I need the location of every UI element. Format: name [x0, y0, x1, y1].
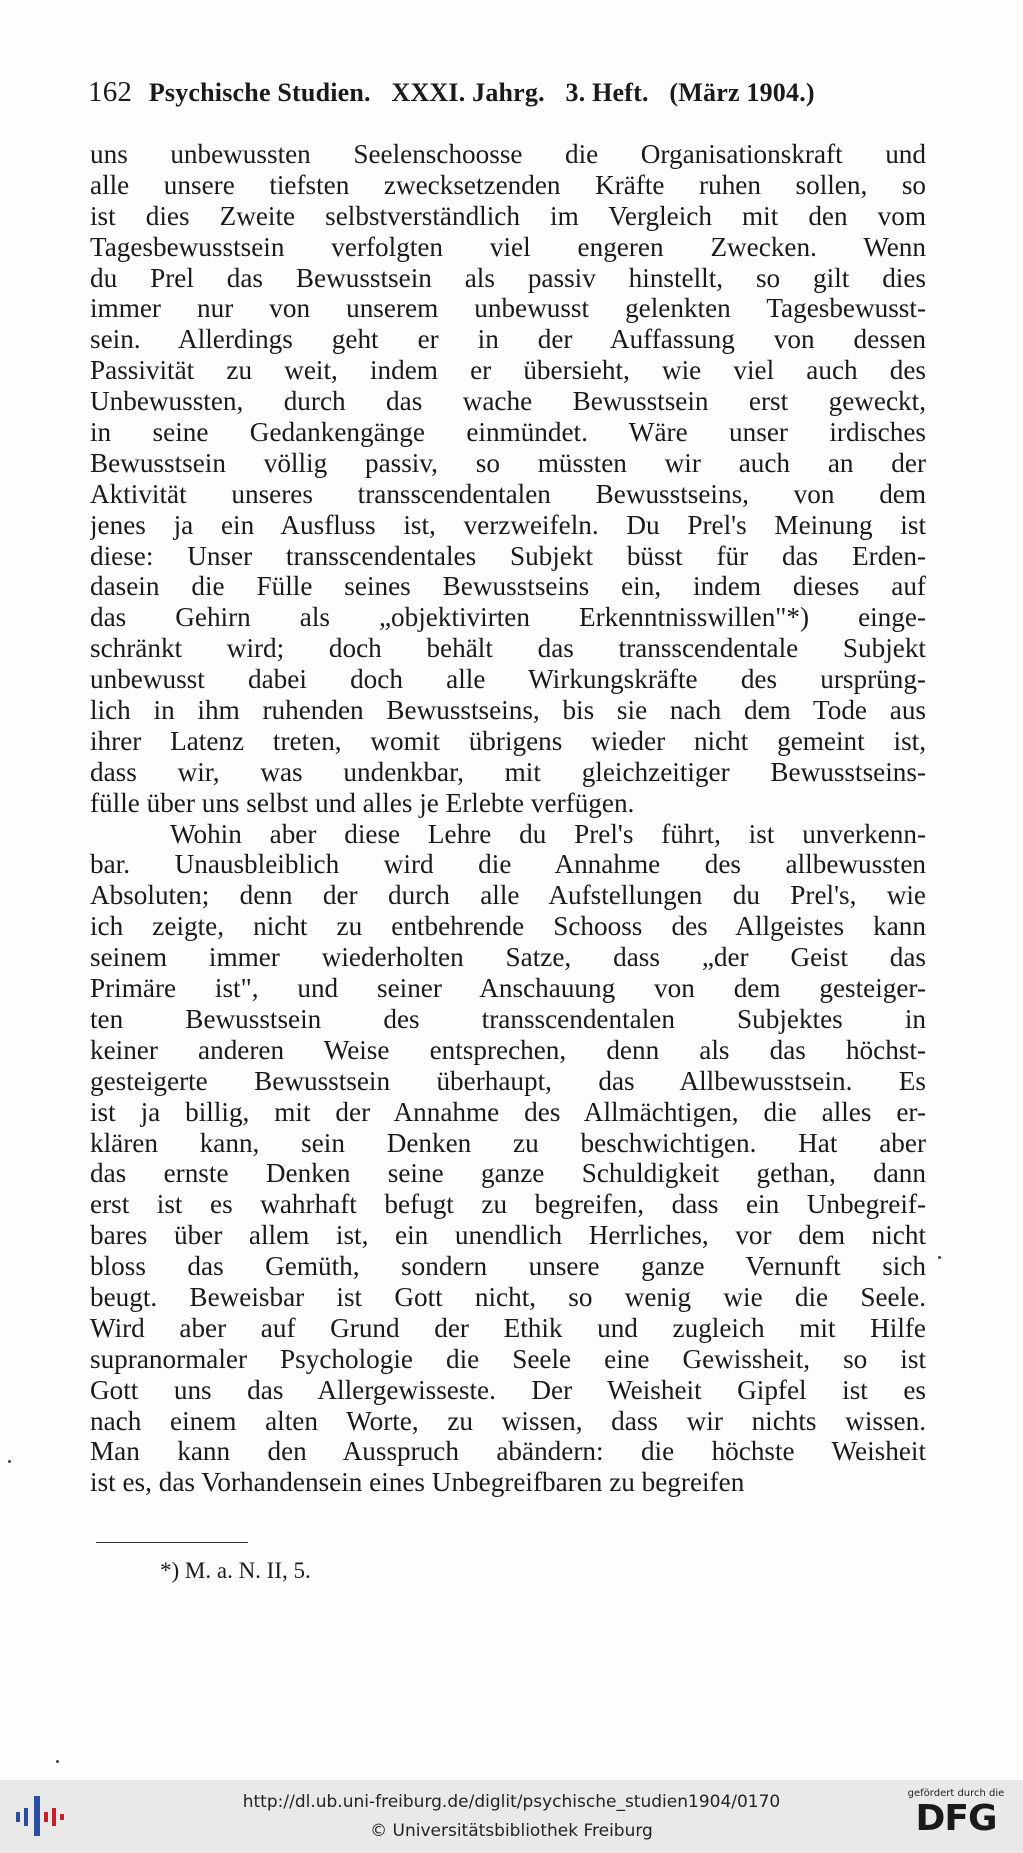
text-line: ten Bewusstsein des transscendentalen Subjektes in [90, 1003, 926, 1034]
text-line: ist es, das Vorhandensein eines Unbegreifbaren zu begreifen [90, 1467, 745, 1498]
text-line: beugt. Beweisbar ist Gott nicht, so wenig wie die Seele. [90, 1281, 926, 1312]
source-url-link[interactable]: http://dl.ub.uni-freiburg.de/diglit/psychische_studien1904/0170 [242, 1792, 781, 1812]
text-line: immer nur von unserem unbewusst gelenkten Tagesbewusst- [90, 293, 926, 324]
text-line: keiner anderen Weise entsprechen, denn als das höchst- [90, 1034, 926, 1065]
text-line: ist dies Zweite selbstverständlich im Vergleich mit den vom [90, 200, 926, 231]
text-line: schränkt wird; doch behält das transscendentale Subjekt [90, 633, 926, 664]
dfg-funding-text: gefördert durch die [907, 1788, 1005, 1799]
footnote: *) M. a. N. II, 5. [160, 1558, 311, 1583]
viewer-footer [0, 1780, 1023, 1853]
text-line: Unbewussten, durch das wache Bewusstsein erst geweckt, [90, 386, 926, 417]
journal-title: Psychische Studien. [148, 78, 371, 107]
text-line: nach einem alten Worte, zu wissen, dass wir nichts wissen. [90, 1405, 926, 1436]
text-line: Passivität zu weit, indem er übersieht, wie viel auch des [90, 355, 926, 386]
text-line: seinem immer wiederholten Satze, dass „der Geist das [90, 942, 926, 973]
speck-mark [8, 1460, 11, 1463]
dfg-wordmark: DFG [915, 1798, 997, 1839]
text-line: du Prel das Bewusstsein als passiv hinstellt, so gilt dies [90, 262, 926, 293]
text-line: das Gehirn als „objektivirten Erkenntnisswillen"*) einge- [90, 602, 926, 633]
text-line: klären kann, sein Denken zu beschwichtigen. Hat aber [90, 1127, 926, 1158]
text-line: dasein die Fülle seines Bewusstseins ein, indem dieses auf [90, 571, 926, 602]
text-line: Gott uns das Allergewisseste. Der Weisheit Gipfel ist es [90, 1374, 926, 1405]
text-line: supranormaler Psychologie die Seele eine Gewissheit, so ist [90, 1343, 926, 1374]
volume-label: XXXI. Jahrg. [391, 78, 545, 107]
text-line: lich in ihm ruhenden Bewusstseins, bis sie nach dem Tode aus [90, 695, 926, 726]
text-line: bar. Unausbleiblich wird die Annahme des allbewussten [90, 849, 926, 880]
text-line: gesteigerte Bewusstsein überhaupt, das Allbewusstsein. Es [90, 1065, 926, 1096]
text-line: Bewusstsein völlig passiv, so müssten wir auch an der [90, 447, 926, 478]
dfg-logo [901, 1788, 1011, 1848]
issue-date: (März 1904.) [669, 78, 815, 107]
page-number: 162 [88, 76, 133, 108]
text-line: erst ist es wahrhaft befugt zu begreifen, dass ein Unbegreif- [90, 1189, 926, 1220]
text-line: jenes ja ein Ausfluss ist, verzweifeln. Du Prel's Meinung ist [90, 509, 926, 540]
text-line: bloss das Gemüth, sondern unsere ganze Vernunft sich [90, 1251, 926, 1282]
text-line: Tagesbewusstsein verfolgten viel engeren Zwecken. Wenn [90, 231, 926, 262]
text-line: sein. Allerdings geht er in der Auffassung von dessen [90, 324, 926, 355]
text-line: unbewusst dabei doch alle Wirkungskräfte des ursprüng- [90, 664, 926, 695]
text-line: ich zeigte, nicht zu entbehrende Schooss des Allgeistes kann [90, 911, 926, 942]
body-text [90, 139, 926, 1498]
issue-label: 3. Heft. [565, 78, 649, 107]
footnote-divider [96, 1542, 248, 1543]
speck-mark [56, 1760, 59, 1763]
text-line: in seine Gedankengänge einmündet. Wäre unser irdisches [90, 417, 926, 448]
text-line: alle unsere tiefsten zwecksetzenden Kräfte ruhen sollen, so [90, 169, 926, 200]
text-line: ist ja billig, mit der Annahme des Allmächtigen, die alles er- [90, 1096, 926, 1127]
text-line: fülle über uns selbst und alles je Erlebte verfügen. [90, 787, 635, 818]
text-line: dass wir, was undenkbar, mit gleichzeitiger Bewusstseins- [90, 756, 926, 787]
text-line: diese: Unser transscendentales Subjekt büsst für das Erden- [90, 540, 926, 571]
text-line: Wird aber auf Grund der Ethik und zugleich mit Hilfe [90, 1312, 926, 1343]
text-line: Man kann den Ausspruch abändern: die höchste Weisheit [90, 1436, 926, 1467]
text-line: Aktivität unseres transscendentalen Bewusstseins, von dem [90, 478, 926, 509]
speck-mark [938, 1256, 941, 1259]
text-line: ihrer Latenz treten, womit übrigens wieder nicht gemeint ist, [90, 725, 926, 756]
text-line: bares über allem ist, ein unendlich Herrliches, vor dem nicht [90, 1220, 926, 1251]
text-line: Primäre ist", und seiner Anschauung von dem gesteiger- [90, 973, 926, 1004]
copyright-notice: © Universitätsbibliothek Freiburg [370, 1821, 653, 1841]
running-header [88, 76, 930, 109]
text-line: Absoluten; denn der durch alle Aufstellungen du Prel's, wie [90, 880, 926, 911]
text-line: Wohin aber diese Lehre du Prel's führt, ist unverkenn- [170, 818, 926, 849]
text-line: das ernste Denken seine ganze Schuldigkeit gethan, dann [90, 1158, 926, 1189]
text-line: uns unbewussten Seelenschoosse die Organisationskraft und [90, 139, 926, 169]
